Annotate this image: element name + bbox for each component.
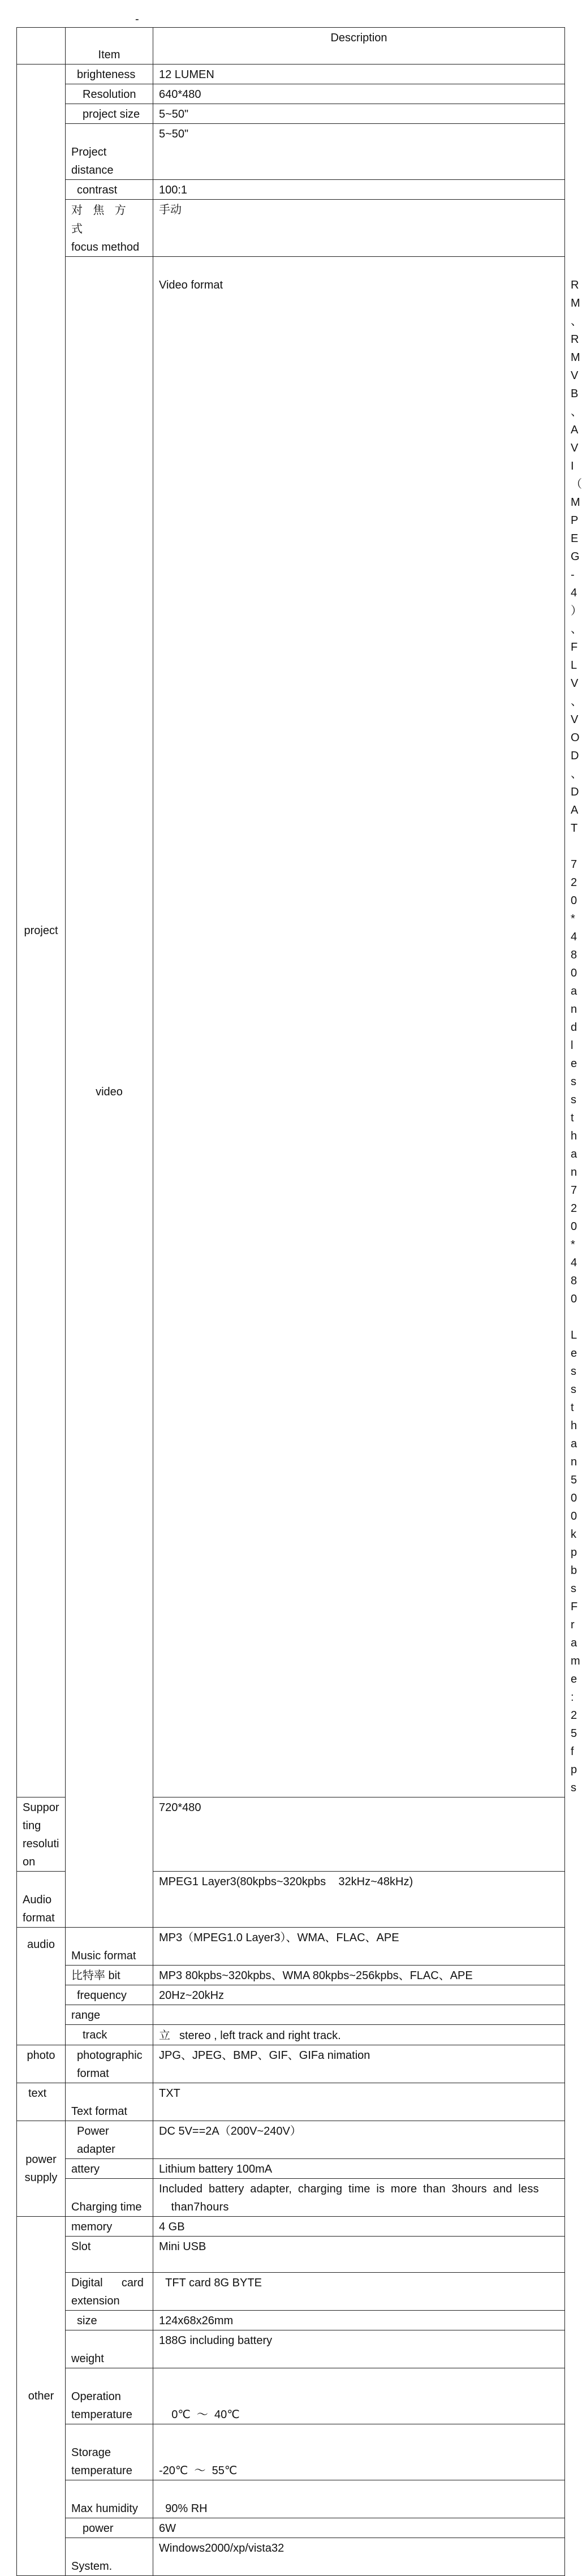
item-size: size xyxy=(66,2311,153,2330)
header-description: Description xyxy=(153,28,565,64)
table-row xyxy=(17,2083,565,2121)
header-blank-cell xyxy=(17,28,66,64)
item-weight: weight xyxy=(66,2330,153,2368)
item-brightness: brighteness xyxy=(66,64,153,84)
section-power-supply: power supply xyxy=(17,2121,66,2217)
item-charging-time: Charging time xyxy=(66,2179,153,2217)
item-focus-method xyxy=(66,200,153,257)
header-item: Item xyxy=(66,28,153,64)
desc-digital-card: TFT card 8G BYTE xyxy=(153,2273,565,2311)
item-range: range xyxy=(66,2005,153,2025)
table-row xyxy=(17,84,565,104)
desc-track xyxy=(153,2025,565,2045)
desc-text-format: TXT xyxy=(153,2083,565,2121)
desc-supporting-resolution: 720*480 xyxy=(153,1797,565,1872)
desc-audio-format: MPEG1 Layer3(80kpbs~320kpbs 32kHz~48kHz) xyxy=(153,1872,565,1928)
table-row xyxy=(17,124,565,180)
item-operation-temperature: Operation temperature xyxy=(66,2368,153,2424)
table-row xyxy=(17,2159,565,2179)
item-max-humidity: Max humidity xyxy=(66,2480,153,2518)
table-row xyxy=(17,1985,565,2005)
table-row xyxy=(17,180,565,200)
desc-memory: 4 GB xyxy=(153,2217,565,2237)
desc-max-humidity: 90% RH xyxy=(153,2480,565,2518)
item-track: track xyxy=(66,2025,153,2045)
item-slot: Slot xyxy=(66,2237,153,2273)
item-frequency: frequency xyxy=(66,1985,153,2005)
section-project: project xyxy=(17,64,66,1797)
desc-charging-time: Included battery adapter, charging time is more than 3hours and less than7hours xyxy=(153,2179,565,2217)
section-other: other xyxy=(17,2217,66,2576)
desc-storage-temperature: -20℃ ～ 55℃ xyxy=(153,2424,565,2480)
spec-table xyxy=(16,27,582,2576)
table-row xyxy=(17,200,565,257)
item-bit: 比特率 bit xyxy=(66,1966,153,1985)
item-project-size: project size xyxy=(66,104,153,124)
item-focus-method-en: focus method xyxy=(71,241,140,253)
item-audio-format: Audio format xyxy=(17,1872,66,1928)
item-memory: memory xyxy=(66,2217,153,2237)
table-row xyxy=(17,2045,565,2083)
desc-power: 6W xyxy=(153,2518,565,2538)
table-row xyxy=(17,2330,565,2368)
desc-resolution: 640*480 xyxy=(153,84,565,104)
desc-project-distance: 5~50" xyxy=(153,124,565,180)
desc-music-format: MP3（MPEG1.0 Layer3）、WMA、FLAC、APE xyxy=(153,1928,565,1966)
table-row xyxy=(17,2368,565,2424)
desc-range xyxy=(153,2005,565,2025)
table-row xyxy=(17,2005,565,2025)
desc-slot: Mini USB xyxy=(153,2237,565,2273)
table-row xyxy=(17,64,565,84)
desc-battery: Lithium battery 100mA xyxy=(153,2159,565,2179)
desc-focus-method: 手动 xyxy=(153,200,565,257)
table-row xyxy=(17,2311,565,2330)
item-supporting-resolution: Supporting resolution xyxy=(17,1797,66,1872)
section-audio: audio xyxy=(17,1928,66,2045)
desc-bit: MP3 80kpbs~320kpbs、WMA 80kpbs~256kpbs、FLAC、APE xyxy=(153,1966,565,1985)
table-row xyxy=(17,1966,565,1985)
desc-photographic-format: JPG、JPEG、BMP、GIF、GIFa nimation xyxy=(153,2045,565,2083)
table-row xyxy=(17,2237,565,2273)
section-photo: photo xyxy=(17,2045,66,2083)
table-row xyxy=(17,2179,565,2217)
section-video: video xyxy=(66,257,153,1928)
desc-weight: 188G including battery xyxy=(153,2330,565,2368)
table-row xyxy=(17,2025,565,2045)
desc-contrast: 100:1 xyxy=(153,180,565,200)
item-contrast: contrast xyxy=(66,180,153,200)
item-storage-temperature: Storage temperature xyxy=(66,2424,153,2480)
item-photographic-format: photographic format xyxy=(66,2045,153,2083)
desc-track-cn: 立 xyxy=(159,2028,170,2042)
item-music-format: Music format xyxy=(66,1928,153,1966)
table-row xyxy=(17,2217,565,2237)
desc-operation-temperature: 0℃ ～ 40℃ xyxy=(153,2368,565,2424)
table-row: video Video format RM、RMVB、AVI（MPEG-4）、FLV、VOD、DAT 720*480 and less than 720*480 Less than 500kpbs Frame: 25fps xyxy=(17,257,565,1797)
top-dash-mark: - xyxy=(135,13,139,25)
item-power: power xyxy=(66,2518,153,2538)
header-row xyxy=(17,28,565,64)
desc-brightness: 12 LUMEN xyxy=(153,64,565,84)
table-row xyxy=(17,104,565,124)
table-row xyxy=(17,2480,565,2518)
section-text: text xyxy=(17,2083,66,2121)
table-row xyxy=(17,2424,565,2480)
desc-size: 124x68x26mm xyxy=(153,2311,565,2330)
desc-frequency: 20Hz~20kHz xyxy=(153,1985,565,2005)
desc-power-adapter: DC 5V==2A（200V~240V） xyxy=(153,2121,565,2159)
desc-track-en: stereo , left track and right track. xyxy=(179,2029,341,2042)
item-digital-card: Digital card extension xyxy=(66,2273,153,2311)
desc-project-size: 5~50" xyxy=(153,104,565,124)
table-row xyxy=(17,2121,565,2159)
desc-system: Windows2000/xp/vista32 xyxy=(153,2538,565,2576)
item-project-distance: Project distance xyxy=(66,124,153,180)
table-row xyxy=(17,2538,565,2576)
table-row xyxy=(17,2518,565,2538)
item-resolution: Resolution xyxy=(66,84,153,104)
table-row xyxy=(17,1928,565,1966)
table-row xyxy=(17,2273,565,2311)
item-power-adapter: Power adapter xyxy=(66,2121,153,2159)
item-battery: attery xyxy=(66,2159,153,2179)
item-text-format: Text format xyxy=(66,2083,153,2121)
item-video-format: Video format xyxy=(153,257,565,1797)
item-system: System. xyxy=(66,2538,153,2576)
item-focus-method-cn: 对 焦 方 式 xyxy=(71,203,137,235)
